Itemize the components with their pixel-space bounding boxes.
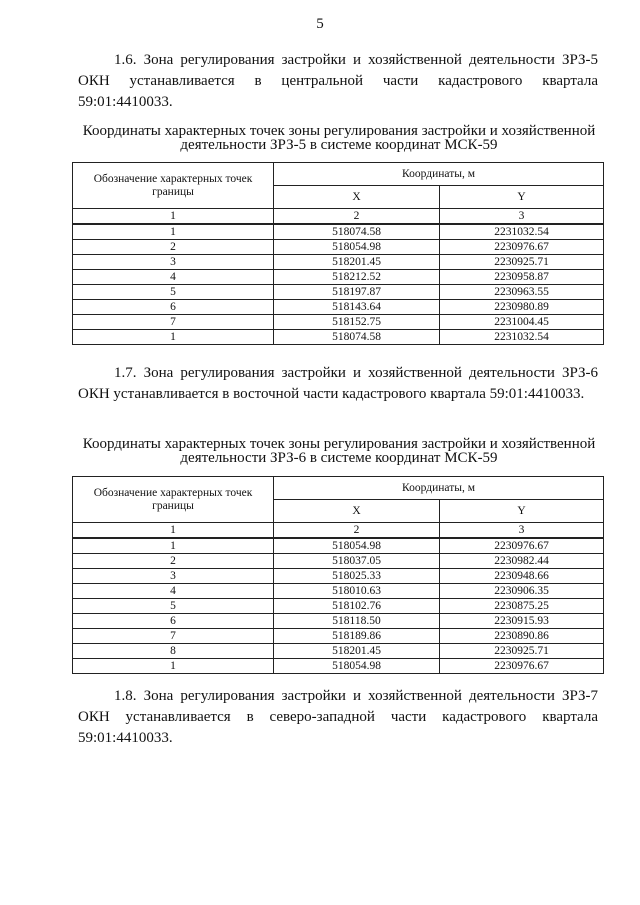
header-point-name: Обозначение характерных точек границы (73, 163, 274, 209)
table-row (73, 240, 604, 255)
header-y: Y (440, 186, 604, 209)
x-coordinate-cell: 518037.05 (274, 554, 440, 569)
x-coordinate-cell: 518074.58 (274, 224, 440, 240)
header-coordinates: Координаты, м (274, 163, 604, 186)
table-row (73, 584, 604, 599)
point-id-cell: 2 (73, 240, 274, 255)
x-coordinate-cell: 518010.63 (274, 584, 440, 599)
paragraph-1-6: 1.6. Зона регулирования застройки и хозяйственной деятельности ЗРЗ-5 ОКН устанавливается в центральной части кадастрового квартала 59:01:4410033. (78, 52, 598, 110)
y-coordinate-cell: 2230982.44 (440, 554, 604, 569)
y-coordinate-cell: 2230890.86 (440, 629, 604, 644)
column-numbers-row (73, 523, 604, 539)
y-coordinate-cell: 2230948.66 (440, 569, 604, 584)
x-coordinate-cell: 518197.87 (274, 285, 440, 300)
column-numbers-row (73, 209, 604, 225)
y-coordinate-cell: 2230980.89 (440, 300, 604, 315)
point-id-cell: 8 (73, 644, 274, 659)
x-coordinate-cell: 518201.45 (274, 644, 440, 659)
point-id-cell: 7 (73, 315, 274, 330)
x-coordinate-cell: 518189.86 (274, 629, 440, 644)
x-coordinate-cell: 518152.75 (274, 315, 440, 330)
point-id-cell: 1 (73, 224, 274, 240)
y-coordinate-cell: 2230958.87 (440, 270, 604, 285)
paragraph-1-8: 1.8. Зона регулирования застройки и хозяйственной деятельности ЗРЗ-7 ОКН устанавливается в северо-западной части кадастрового квартала 59:01:4410033. (78, 688, 598, 746)
page-number: 5 (316, 16, 324, 32)
y-coordinate-cell: 2230906.35 (440, 584, 604, 599)
column-number: 2 (274, 209, 440, 225)
y-coordinate-cell: 2230925.71 (440, 644, 604, 659)
point-id-cell: 5 (73, 599, 274, 614)
point-id-cell: 2 (73, 554, 274, 569)
column-number: 1 (73, 523, 274, 539)
point-id-cell: 5 (73, 285, 274, 300)
y-coordinate-cell: 2230963.55 (440, 285, 604, 300)
column-number: 3 (440, 209, 604, 225)
point-id-cell: 1 (73, 538, 274, 554)
column-number: 3 (440, 523, 604, 539)
x-coordinate-cell: 518054.98 (274, 538, 440, 554)
point-id-cell: 1 (73, 330, 274, 345)
table-row (73, 614, 604, 629)
y-coordinate-cell: 2231032.54 (440, 224, 604, 240)
header-x: X (274, 500, 440, 523)
x-coordinate-cell: 518025.33 (274, 569, 440, 584)
table-row (73, 554, 604, 569)
table-row (73, 538, 604, 554)
x-coordinate-cell: 518054.98 (274, 659, 440, 674)
table-row (73, 644, 604, 659)
table-row (73, 629, 604, 644)
column-number: 1 (73, 209, 274, 225)
point-id-cell: 6 (73, 300, 274, 315)
x-coordinate-cell: 518054.98 (274, 240, 440, 255)
x-coordinate-cell: 518118.50 (274, 614, 440, 629)
point-id-cell: 3 (73, 255, 274, 270)
x-coordinate-cell: 518102.76 (274, 599, 440, 614)
y-coordinate-cell: 2230875.25 (440, 599, 604, 614)
table-title-zrz6: Координаты характерных точек зоны регулирования застройки и хозяйственной деятельности ЗРЗ-6 в системе координат МСК-59 (82, 436, 596, 466)
table-title-zrz5: Координаты характерных точек зоны регулирования застройки и хозяйственной деятельности ЗРЗ-5 в системе координат МСК-59 (82, 123, 596, 153)
header-point-name: Обозначение характерных точек границы (73, 477, 274, 523)
point-id-cell: 6 (73, 614, 274, 629)
table-row (73, 599, 604, 614)
y-coordinate-cell: 2230976.67 (440, 538, 604, 554)
point-id-cell: 7 (73, 629, 274, 644)
x-coordinate-cell: 518143.64 (274, 300, 440, 315)
y-coordinate-cell: 2230915.93 (440, 614, 604, 629)
y-coordinate-cell: 2230925.71 (440, 255, 604, 270)
header-coordinates: Координаты, м (274, 477, 604, 500)
y-coordinate-cell: 2230976.67 (440, 659, 604, 674)
paragraph-1-7: 1.7. Зона регулирования застройки и хозяйственной деятельности ЗРЗ-6 ОКН устанавливается в восточной части кадастрового квартала 59:01:4410033. (78, 365, 598, 402)
x-coordinate-cell: 518201.45 (274, 255, 440, 270)
table-row (73, 224, 604, 240)
table-row (73, 569, 604, 584)
y-coordinate-cell: 2231032.54 (440, 330, 604, 345)
table-row (73, 300, 604, 315)
x-coordinate-cell: 518074.58 (274, 330, 440, 345)
table-row (73, 330, 604, 345)
y-coordinate-cell: 2230976.67 (440, 240, 604, 255)
column-number: 2 (274, 523, 440, 539)
table-row (73, 659, 604, 674)
coordinates-table-zrz5 (72, 162, 604, 345)
table-row (73, 285, 604, 300)
table-row (73, 255, 604, 270)
point-id-cell: 4 (73, 584, 274, 599)
header-y: Y (440, 500, 604, 523)
point-id-cell: 4 (73, 270, 274, 285)
table-row (73, 315, 604, 330)
coordinates-table-zrz6 (72, 476, 604, 674)
table-row (73, 270, 604, 285)
point-id-cell: 3 (73, 569, 274, 584)
point-id-cell: 1 (73, 659, 274, 674)
y-coordinate-cell: 2231004.45 (440, 315, 604, 330)
x-coordinate-cell: 518212.52 (274, 270, 440, 285)
header-x: X (274, 186, 440, 209)
